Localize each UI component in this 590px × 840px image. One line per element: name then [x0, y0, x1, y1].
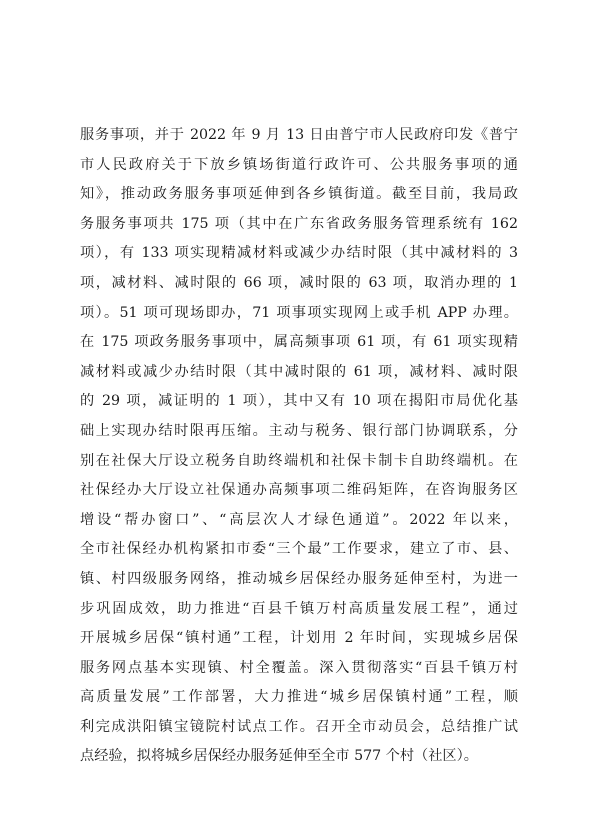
text-line: 务服务事项共 175 项（其中在广东省政务服务管理系统有 162 [80, 215, 518, 232]
text-line: 开展城乡居保“镇村通”工程，计划用 2 年时间，实现城乡居保 [80, 630, 518, 647]
text-line: 步巩固成效，助力推进“百县千镇万村高质量发展工程”，通过 [80, 600, 518, 617]
text-line: 的 29 项，减证明的 1 项），其中又有 10 项在揭阳市局优化基 [80, 393, 518, 410]
text-line: 在 175 项政务服务事项中，属高频事项 61 项，有 61 项实现精 [80, 334, 518, 351]
text-line: 市人民政府关于下放乡镇场街道行政许可、公共服务事项的通 [80, 156, 518, 173]
text-line: 全市社保经办机构紧扣市委“三个最”工作要求，建立了市、县、 [80, 541, 518, 558]
text-line: 增设“帮办窗口”、“高层次人才绿色通道”。2022 年以来， [80, 511, 518, 528]
text-line: 镇、村四级服务网络，推动城乡居保经办服务延伸至村，为进一 [80, 570, 518, 587]
text-line: 项，减材料、减时限的 66 项，减时限的 63 项，取消办理的 1 [80, 274, 518, 291]
text-line: 别在社保大厅设立税务自助终端机和社保卡制卡自助终端机。在 [80, 452, 518, 469]
text-line: 点经验，拟将城乡居保经办服务延伸至全市 577 个村（社区）。 [80, 748, 478, 765]
text-line: 知》，推动政务服务事项延伸到各乡镇街道。截至目前，我局政 [80, 186, 518, 203]
text-line: 服务事项，并于 2022 年 9 月 13 日由普宁市人民政府印发《普宁 [80, 127, 518, 143]
text-line: 项）。51 项可现场即办，71 项事项实现网上或手机 APP 办理。 [80, 304, 518, 321]
text-line: 利完成洪阳镇宝镜院村试点工作。召开全市动员会，总结推广试 [80, 718, 518, 735]
text-line: 社保经办大厅设立社保通办高频事项二维码矩阵，在咨询服务区 [80, 482, 518, 499]
text-line: 高质量发展”工作部署，大力推进“城乡居保镇村通”工程，顺 [80, 689, 518, 706]
text-line: 服务网点基本实现镇、村全覆盖。深入贯彻落实“百县千镇万村 [80, 659, 518, 676]
text-line: 减材料或减少办结时限（其中减时限的 61 项，减材料、减时限 [80, 363, 518, 380]
text-line: 项），有 133 项实现精减材料或减少办结时限（其中减材料的 3 [80, 245, 518, 262]
text-line: 础上实现办结时限再压缩。主动与税务、银行部门协调联系，分 [80, 422, 518, 439]
body-paragraph [80, 121, 518, 772]
